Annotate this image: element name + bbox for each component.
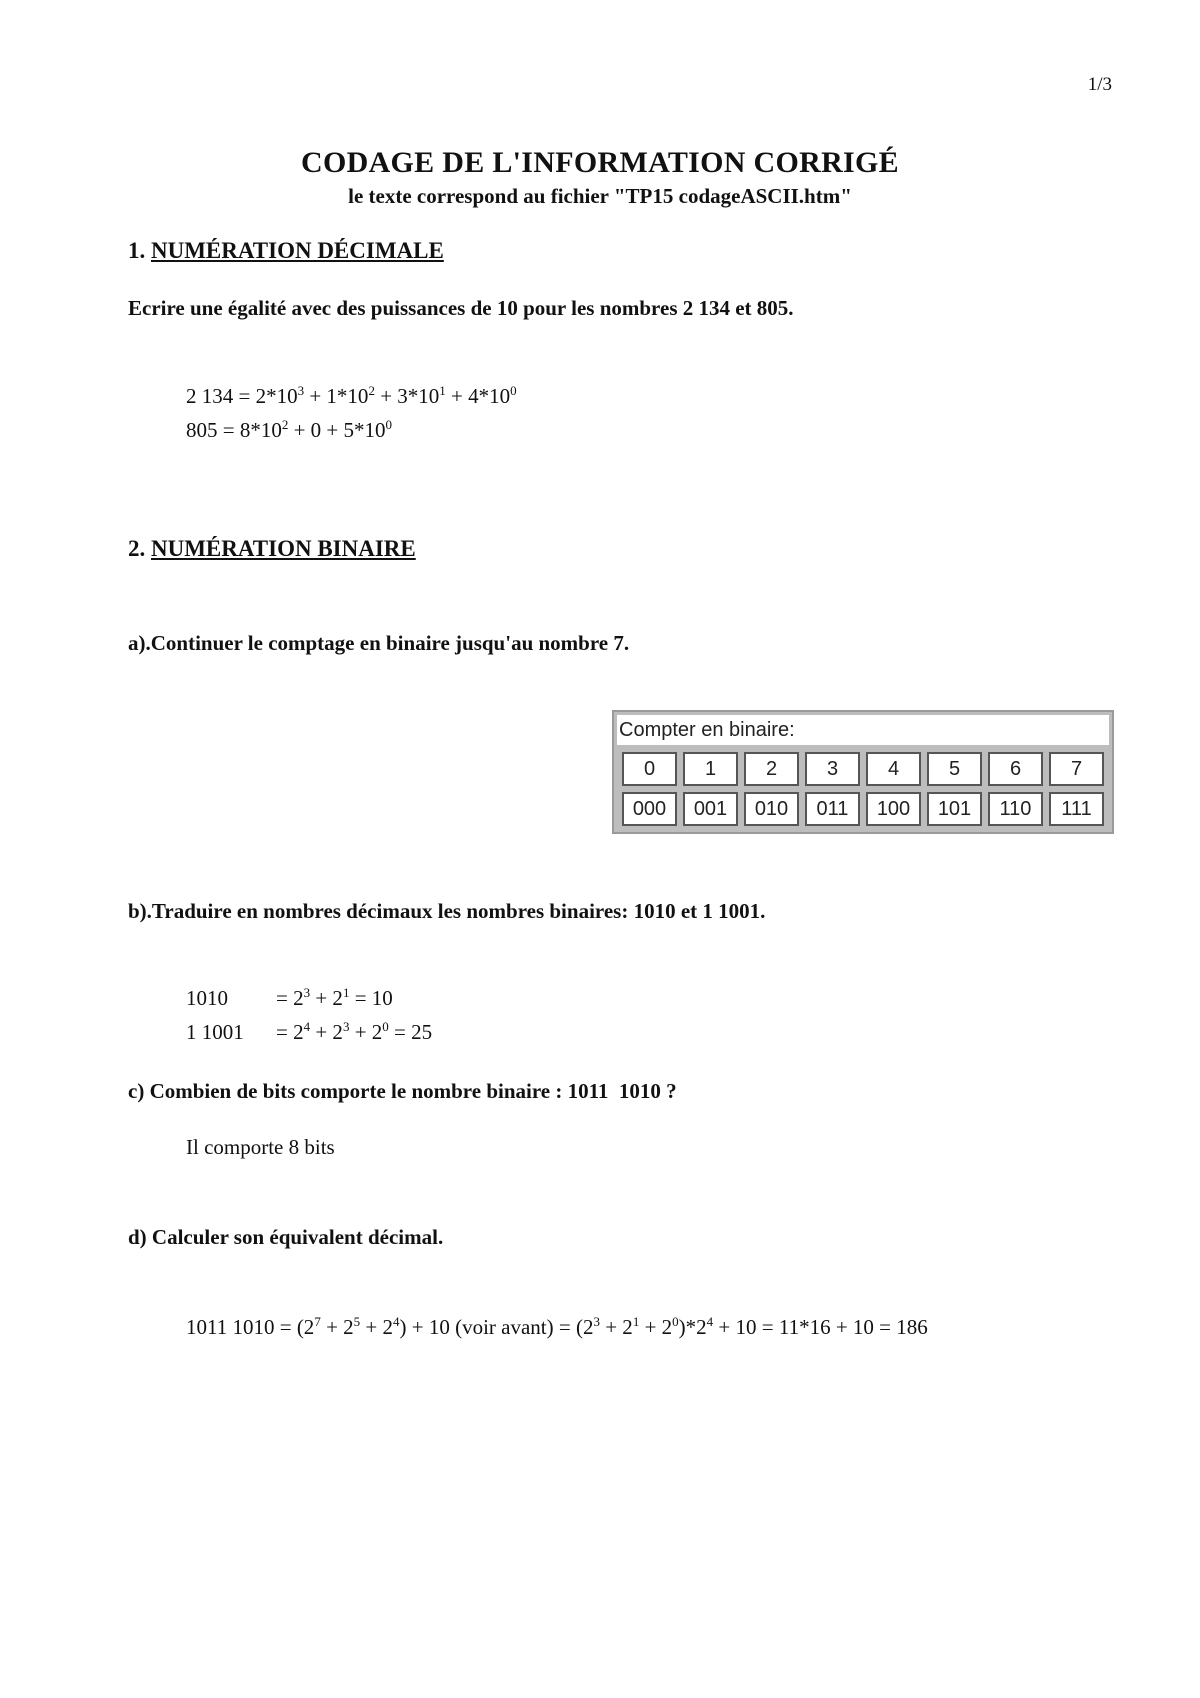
decimal-cell: 6 [988, 752, 1043, 786]
decimal-cell: 0 [622, 752, 677, 786]
section-1-heading [128, 238, 444, 264]
decimal-cell: 5 [927, 752, 982, 786]
equation-10111010: 1011 $1010 = (2^7 + 2^5 + 2^4) + 10$ (voir avant) = $(2^3 + 2^1 + 2^0)*2^4 + 10 = 11*16 + 10 = 186$ [186, 1314, 928, 1339]
document-subtitle: le texte correspond au fichier "TP15 codageASCII.htm" [348, 184, 852, 208]
document-title: CODAGE DE L'INFORMATION CORRIGÉ [301, 146, 899, 179]
section-2-title: NUMÉRATION BINAIRE [151, 536, 416, 561]
page-number: 1/3 [1087, 74, 1112, 95]
equation-2134: 2 $134 = 2*10^3 + 1*10^2 + 3*10^1 + 4*10^0$ [186, 383, 517, 408]
question-decimal: Ecrire une égalité avec des puissances de 10 pour les nombres 2 134 et 805. [128, 296, 794, 320]
equation-805: $805 = 8*10^2 + 0 + 5*10^0$ [186, 417, 393, 442]
decimal-cell: 3 [805, 752, 860, 786]
binary-cell: 111 [1049, 792, 1104, 826]
equation-1010: $1010 = 2^3 + 2^1 = 10$ [186, 985, 393, 1010]
question-b: b).Traduire en nombres décimaux les nombres binaires: 1010 et 1 1001. [128, 899, 766, 923]
question-c: c) Combien de bits comporte le nombre binaire : 1011 1010 ? [128, 1079, 677, 1103]
question-d: d) Calculer son équivalent décimal. [128, 1225, 444, 1249]
question-a: a).Continuer le comptage en binaire jusqu'au nombre 7. [128, 631, 630, 655]
equation-11001: 1 $1001 = 2^4 + 2^3 + 2^0 = 25$ [186, 1019, 433, 1044]
section-2-number: 2. [128, 536, 146, 561]
binary-cell: 011 [805, 792, 860, 826]
binary-count-table [612, 710, 1114, 834]
decimal-cell: 2 [744, 752, 799, 786]
binary-cell: 001 [683, 792, 738, 826]
section-2-heading [128, 536, 416, 562]
binary-table-grid [622, 752, 1104, 826]
answer-c: Il comporte 8 bits [186, 1135, 335, 1159]
binary-cell: 110 [988, 792, 1043, 826]
binary-table-caption: Compter en binaire: [617, 715, 1109, 745]
binary-cell: 100 [866, 792, 921, 826]
binary-cell: 000 [622, 792, 677, 826]
section-1-title: NUMÉRATION DÉCIMALE [151, 238, 444, 263]
section-1-number: 1. [128, 238, 146, 263]
binary-cell: 101 [927, 792, 982, 826]
binary-cell: 010 [744, 792, 799, 826]
decimal-cell: 7 [1049, 752, 1104, 786]
decimal-cell: 4 [866, 752, 921, 786]
decimal-cell: 1 [683, 752, 738, 786]
